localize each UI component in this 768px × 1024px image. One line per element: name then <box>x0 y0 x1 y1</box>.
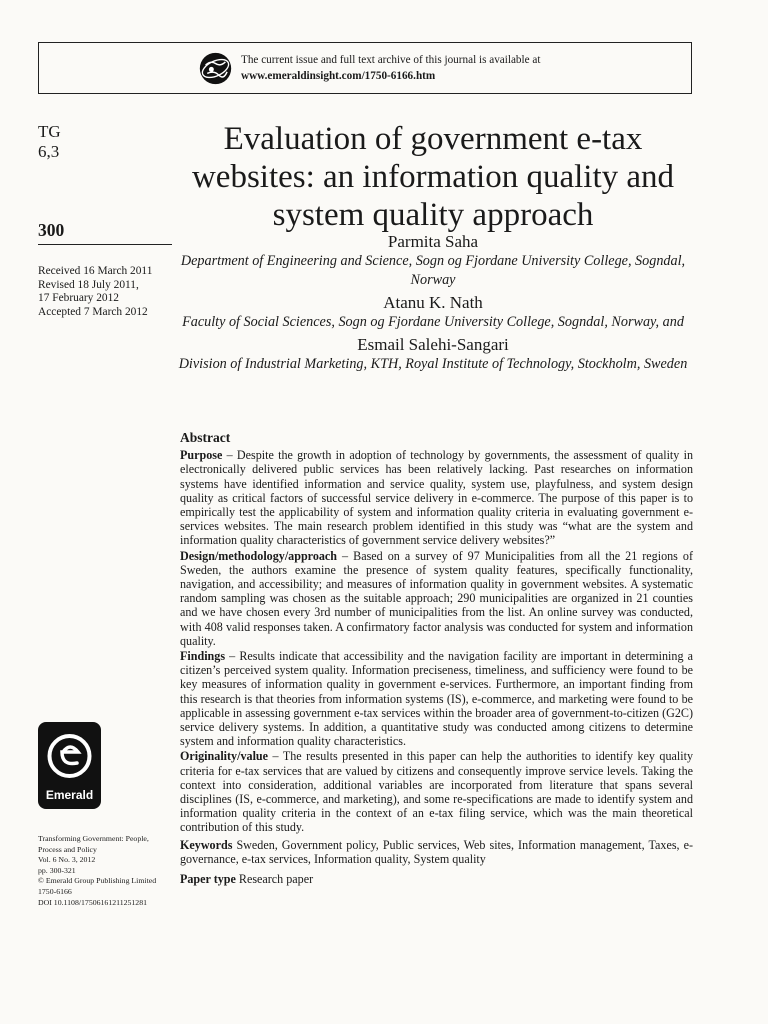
history-line: 17 February 2012 <box>38 292 119 304</box>
author-affiliation: Division of Industrial Marketing, KTH, Royal Institute of Technology, Stockholm, Sweden <box>178 356 688 372</box>
journal-banner <box>38 42 692 94</box>
section-text: – The results presented in this paper can help the authorities to identify key quality criteria for e-tax services that are valued by citizens and consequently improve service levels. Taking the context into consideration, additional variables are incorporated from literature that spans several disciplines (IS, e-commerce, and marketing), and some re-specifications are made to identify system and information quality criteria in the context of an e-tax filing service, which was the main theoretical contribution of this study. <box>180 749 693 835</box>
section-label: Findings <box>180 649 226 664</box>
section-label: Originality/value <box>180 749 269 764</box>
publication-info <box>38 834 156 908</box>
globe-icon <box>199 52 232 85</box>
author-name: Parmita Saha <box>387 232 479 251</box>
abstract-purpose <box>180 448 693 547</box>
journal-url-link[interactable]: www.emeraldinsight.com/1750-6166.htm <box>241 70 436 82</box>
abstract-design <box>180 549 693 648</box>
section-label: Purpose <box>180 448 223 463</box>
page-number: 300 <box>38 220 65 240</box>
pub-line: Process and Policy <box>38 844 97 854</box>
journal-abbrev: TG <box>38 122 61 141</box>
abstract <box>180 431 693 887</box>
abstract-originality <box>180 749 693 834</box>
pub-line: Vol. 6 No. 3, 2012 <box>38 855 96 865</box>
section-text: Sweden, Government policy, Public services, Web sites, Information management, Taxes, e-governance, e-tax services, Information quality, System quality <box>180 837 693 866</box>
pub-line: Transforming Government: People, <box>38 834 149 843</box>
history-line: Revised 18 July 2011, <box>38 278 139 291</box>
section-text: – Based on a survey of 97 Municipalities from all the 21 regions of Sweden, the authors examine the presence of system quality features, specifically functionality, navigation, and accessibility; and measures of information quality in government websites. A systematic random sampling was chosen as the suitable approach; 290 municipalities are organized in 21 counties and we have chosen every 3rd number of municipalities from the list. An online survey was conducted, with 408 valid responses taken. A confirmatory factor analysis was conducted for system and information quality. <box>180 548 693 648</box>
journal-code <box>38 122 61 162</box>
author-block <box>172 232 694 377</box>
section-text: Research paper <box>235 872 314 887</box>
paper-title: Evaluation of government e-tax websites: an information quality and system quality approach <box>191 121 675 233</box>
section-label: Paper type <box>180 872 236 887</box>
pub-line: © Emerald Group Publishing Limited <box>38 876 157 886</box>
banner-availability-text: The current issue and full text archive of this journal is available at <box>241 54 541 66</box>
section-text: – Despite the growth in adoption of technology by governments, the assessment of quality in electronically delivered public services has been relatively lacking. Past researches on information systems have identified information and service quality, system use, playfulness, and system design quality as critical factors of successful service delivery in e-commerce. The purpose of this paper is to empirically test the applicability of system and information quality criteria in evaluating government e-services websites. The main research problem identified in this study was “what are the system and information quality characteristics of government service delivery websites?” <box>180 448 693 548</box>
author-name: Atanu K. Nath <box>383 293 483 312</box>
logo-text: Emerald <box>45 788 94 802</box>
submission-history <box>38 265 152 319</box>
section-label: Design/methodology/approach <box>180 548 338 563</box>
volume-issue: 6,3 <box>38 142 60 161</box>
doi: DOI 10.1108/17506161211251281 <box>38 897 148 907</box>
pub-line: 1750-6166 <box>38 886 72 896</box>
author-affiliation: Faculty of Social Sciences, Sogn og Fjordane University College, Sogndal, Norway, and <box>182 314 684 330</box>
abstract-heading: Abstract <box>180 430 231 445</box>
history-line: Accepted 7 March 2012 <box>38 305 148 318</box>
emerald-logo <box>38 722 101 809</box>
author-affiliation: Department of Engineering and Science, Sogn og Fjordane University College, Sogndal, Norway <box>180 253 686 288</box>
paper-type <box>180 872 693 886</box>
keywords <box>180 838 693 866</box>
author-name: Esmail Salehi-Sangari <box>357 335 509 354</box>
pub-line: pp. 300-321 <box>38 865 76 875</box>
abstract-findings <box>180 649 693 748</box>
section-text: – Results indicate that accessibility and the navigation facility are important in determining a citizen’s perceived system quality. Information preciseness, timeliness, and sufficiency were found to be key measures of information quality in government e-services. Furthermore, an important finding from this research is that theories from information systems (IS), e-commerce, and marketing were found to be applicable in assessing government e-tax services within the broader area of government-to-citizen (G2C) service delivery systems. In addition, a quantitative study was conducted among citizens to determine system and information quality characteristics. <box>180 649 693 749</box>
history-line: Received 16 March 2011 <box>38 265 153 277</box>
divider <box>38 244 172 245</box>
section-label: Keywords <box>180 837 233 852</box>
